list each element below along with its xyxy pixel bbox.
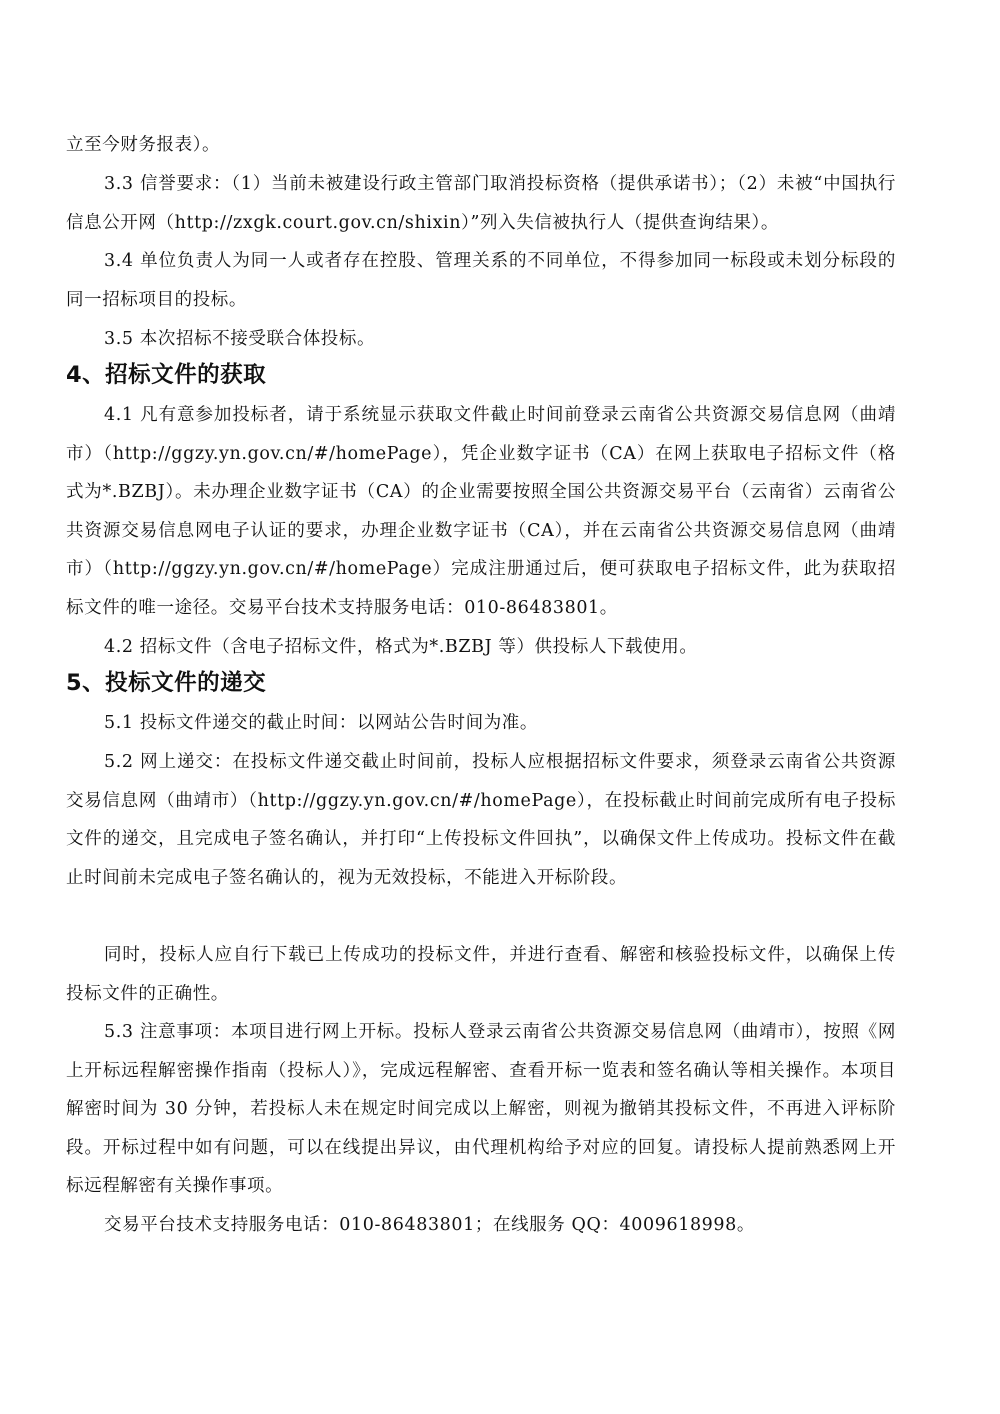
paragraph-same-time: 同时，投标人应自行下载已上传成功的投标文件，并进行查看、解密和核验投标文件，以确保上传投标文件的正确性。 [66, 945, 896, 1004]
paragraph-5-2: 5.2 网上递交：在投标文件递交截止时间前，投标人应根据招标文件要求，须登录云南省公共资源交易信息网（曲靖市）（http://ggzy.yn.gov.cn/#/homePage），在投标截止时间前完成所有电子投标文件的递交，且完成电子签名确认，并打印“上传投标文件回执”，以确保文件上传成功。投标文件在截止时间前未完成电子签名确认的，视为无效投标，不能进入开标阶段。 [66, 752, 896, 888]
paragraph-5-1: 5.1 投标文件递交的截止时间：以网站公告时间为准。 [104, 713, 538, 733]
section-heading-4: 4、招标文件的获取 [66, 362, 267, 388]
paragraph-3-5: 3.5 本次招标不接受联合体投标。 [104, 329, 376, 349]
paragraph-5-3: 5.3 注意事项：本项目进行网上开标。投标人登录云南省公共资源交易信息网（曲靖市），按照《网上开标远程解密操作指南（投标人）》，完成远程解密、查看开标一览表和签名确认等相关操作。本项目解密时间为 30 分钟，若投标人未在规定时间完成以上解密，则视为撤销其投标文件，不再进入评标阶段。开标过程中如有问题，可以在线提出异议，由代理机构给予对应的回复。请投标人提前熟悉网上开标远程解密有关操作事项。 [66, 1022, 896, 1197]
paragraph-4-2: 4.2 招标文件（含电子招标文件，格式为*.BZBJ 等）供投标人下载使用。 [104, 637, 698, 657]
paragraph-4-1: 4.1 凡有意参加投标者，请于系统显示获取文件截止时间前登录云南省公共资源交易信息网（曲靖市）（http://ggzy.yn.gov.cn/#/homePage），凭企业数字证书（CA）在网上获取电子招标文件（格式为*.BZBJ）。未办理企业数字证书（CA）的企业需要按照全国公共资源交易平台（云南省）云南省公共资源交易信息网电子认证的要求，办理企业数字证书（CA），并在云南省公共资源交易信息网（曲靖市）（http://ggzy.yn.gov.cn/#/homePage）完成注册通过后，便可获取电子招标文件，此为获取招标文件的唯一途径。交易平台技术支持服务电话：010-86483801。 [66, 405, 896, 618]
paragraph-continuation: 立至今财务报表）。 [66, 135, 221, 155]
paragraph-3-3: 3.3 信誉要求：（1）当前未被建设行政主管部门取消投标资格（提供承诺书）；（2）未被“中国执行信息公开网（http://zxgk.court.gov.cn/shixin）”列入失信被执行人（提供查询结果）。 [66, 174, 896, 233]
paragraph-3-4: 3.4 单位负责人为同一人或者存在控股、管理关系的不同单位，不得参加同一标段或未划分标段的同一招标项目的投标。 [66, 251, 896, 310]
paragraph-support-contact: 交易平台技术支持服务电话：010-86483801；在线服务 QQ：4009618998。 [104, 1215, 755, 1235]
section-heading-5: 5、投标文件的递交 [66, 670, 267, 696]
